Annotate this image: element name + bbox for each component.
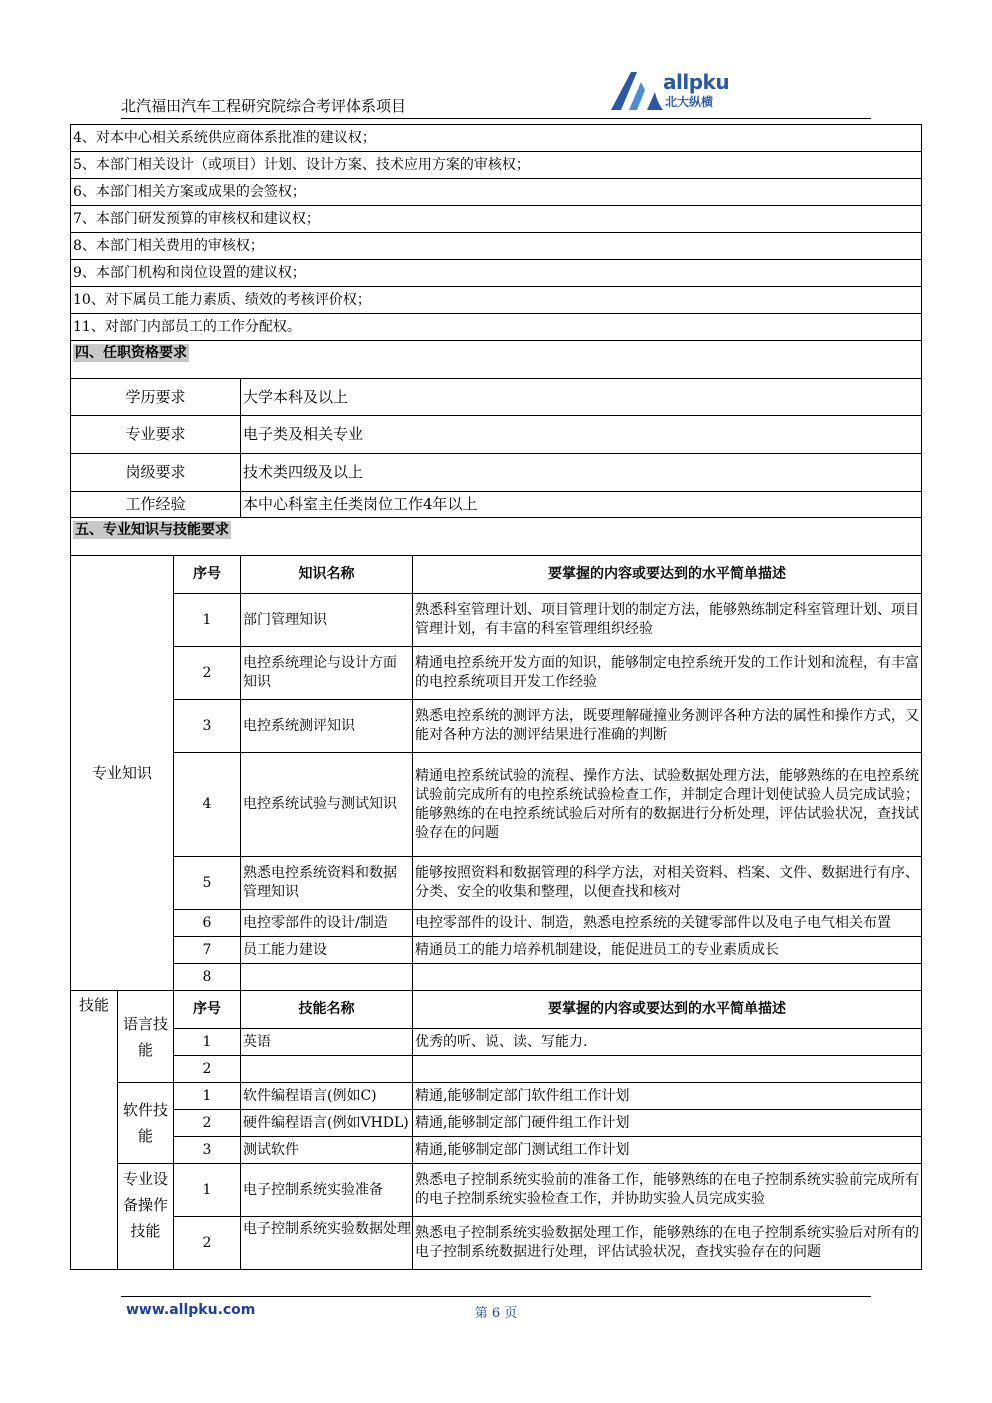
skill-row [71, 1029, 922, 1056]
skill-name [241, 1056, 413, 1083]
skill-row [71, 1083, 922, 1110]
footer-rule [121, 1296, 871, 1297]
skill-no: 1 [174, 1083, 241, 1110]
knowledge-no: 8 [174, 964, 241, 991]
job-description-table [70, 124, 922, 1270]
skills-group-label: 技能 [71, 991, 118, 1270]
knowledge-row [71, 857, 922, 910]
header-skill-name: 技能名称 [241, 991, 413, 1029]
section-title-knowledge: 五、专业知识与技能要求 [75, 522, 229, 538]
knowledge-row [71, 700, 922, 753]
knowledge-row [71, 647, 922, 700]
skill-desc: 优秀的听、说、读、写能力. [413, 1029, 922, 1056]
rights-row [71, 179, 922, 206]
rights-row [71, 260, 922, 287]
skill-desc: 熟悉电子控制系统实验数据处理工作，能够熟练的在电子控制系统实验后对所有的电子控制系统数据进行处理，评估试验状况，查找实验存在的问题 [413, 1217, 922, 1270]
footer-url-link[interactable]: www.allpku.com [126, 1302, 256, 1318]
skill-desc [413, 1056, 922, 1083]
qualification-row [71, 379, 922, 416]
skill-name: 英语 [241, 1029, 413, 1056]
rights-item: 9、本部门机构和岗位设置的建议权； [71, 260, 922, 287]
skill-no: 3 [174, 1137, 241, 1164]
rights-row [71, 314, 922, 341]
knowledge-desc: 精通电控系统试验的流程、操作方法、试验数据处理方法，能够熟练的在电控系统试验前完成所有的电控系统试验检查工作，并制定合理计划使试验人员完成试验；能够熟练的在电控系统试验后对所有的数据进行分析处理，评估试验状况，查找试验存在的问题 [413, 753, 922, 857]
skills-header-row [71, 991, 922, 1029]
skill-subgroup-label: 专业设备操作技能 [118, 1164, 174, 1270]
knowledge-name: 部门管理知识 [241, 594, 413, 647]
knowledge-name: 电控系统理论与设计方面知识 [241, 647, 413, 700]
rights-item: 6、本部门相关方案或成果的会签权； [71, 179, 922, 206]
knowledge-no: 4 [174, 753, 241, 857]
skill-no: 2 [174, 1110, 241, 1137]
skill-row [71, 1056, 922, 1083]
knowledge-desc: 电控零部件的设计、制造，熟悉电控系统的关键零部件以及电子电气相关布置 [413, 910, 922, 937]
skill-row [71, 1217, 922, 1270]
skill-no: 1 [174, 1164, 241, 1217]
knowledge-name: 电控系统测评知识 [241, 700, 413, 753]
skill-row [71, 1110, 922, 1137]
rights-row [71, 206, 922, 233]
qualification-label: 专业要求 [71, 416, 241, 454]
page-number: 第 6 页 [474, 1306, 518, 1321]
header-rule [121, 118, 871, 119]
header-skill-desc: 要掌握的内容或要达到的水平简单描述 [413, 991, 922, 1029]
knowledge-no: 1 [174, 594, 241, 647]
qualification-value: 大学本科及以上 [241, 379, 922, 416]
knowledge-name: 电控系统试验与测试知识 [241, 753, 413, 857]
skill-name: 硬件编程语言(例如VHDL) [241, 1110, 413, 1137]
header-knowledge-name: 知识名称 [241, 556, 413, 594]
knowledge-desc: 熟悉电控系统的测评方法，既要理解碰撞业务测评各种方法的属性和操作方式，又能对各种方法的测评结果进行准确的判断 [413, 700, 922, 753]
header-knowledge-desc: 要掌握的内容或要达到的水平简单描述 [413, 556, 922, 594]
knowledge-desc: 熟悉科室管理计划、项目管理计划的制定方法，能够熟练制定科室管理计划、项目管理计划，有丰富的科室管理组织经验 [413, 594, 922, 647]
skill-desc: 熟悉电子控制系统实验前的准备工作，能够熟练的在电子控制系统实验前完成所有的电子控制系统实验检查工作，并协助实验人员完成实验 [413, 1164, 922, 1217]
skill-no: 2 [174, 1056, 241, 1083]
qualification-row [71, 492, 922, 518]
section-header-row [71, 518, 922, 556]
knowledge-name: 熟悉电控系统资料和数据管理知识 [241, 857, 413, 910]
rights-row [71, 287, 922, 314]
qualification-label: 岗级要求 [71, 454, 241, 492]
qualification-value: 技术类四级及以上 [241, 454, 922, 492]
knowledge-row [71, 594, 922, 647]
rights-item: 7、本部门研发预算的审核权和建议权； [71, 206, 922, 233]
knowledge-no: 2 [174, 647, 241, 700]
knowledge-name [241, 964, 413, 991]
rights-item: 11、对部门内部员工的工作分配权。 [71, 314, 922, 341]
knowledge-no: 5 [174, 857, 241, 910]
knowledge-group-label: 专业知识 [71, 556, 174, 991]
skill-desc: 精通,能够制定部门硬件组工作计划 [413, 1110, 922, 1137]
skill-subgroup-label: 软件技能 [118, 1083, 174, 1164]
knowledge-name: 员工能力建设 [241, 937, 413, 964]
qualification-row [71, 454, 922, 492]
knowledge-header-row [71, 556, 922, 594]
skill-name: 电子控制系统实验数据处理 [241, 1217, 413, 1270]
rights-item: 8、本部门相关费用的审核权； [71, 233, 922, 260]
skill-subgroup-label: 语言技能 [118, 991, 174, 1083]
skill-name: 软件编程语言(例如C) [241, 1083, 413, 1110]
allpku-logo [607, 68, 732, 113]
header-no: 序号 [174, 991, 241, 1029]
qualification-value: 电子类及相关专业 [241, 416, 922, 454]
knowledge-desc: 精通电控系统开发方面的知识，能够制定电控系统开发的工作计划和流程，有丰富的电控系统项目开发工作经验 [413, 647, 922, 700]
skill-desc: 精通,能够制定部门软件组工作计划 [413, 1083, 922, 1110]
knowledge-row [71, 937, 922, 964]
knowledge-desc [413, 964, 922, 991]
rights-item: 4、对本中心相关系统供应商体系批准的建议权； [71, 125, 922, 152]
knowledge-name: 电控零部件的设计/制造 [241, 910, 413, 937]
section-title-qualification: 四、任职资格要求 [75, 345, 187, 361]
knowledge-row [71, 910, 922, 937]
knowledge-desc: 能够按照资料和数据管理的科学方法，对相关资料、档案、文件、数据进行有序、分类、安全的收集和整理，以便查找和核对 [413, 857, 922, 910]
logo-text-cn: 北大纵横 [665, 95, 714, 109]
qualification-label: 学历要求 [71, 379, 241, 416]
knowledge-desc: 精通员工的能力培养机制建设，能促进员工的专业素质成长 [413, 937, 922, 964]
skill-name: 电子控制系统实验准备 [241, 1164, 413, 1217]
skill-no: 2 [174, 1217, 241, 1270]
skill-row [71, 1164, 922, 1217]
rights-item: 5、本部门相关设计（或项目）计划、设计方案、技术应用方案的审核权； [71, 152, 922, 179]
rights-row [71, 152, 922, 179]
qualification-row [71, 416, 922, 454]
skill-no: 1 [174, 1029, 241, 1056]
section-header-row [71, 341, 922, 379]
skill-row [71, 1137, 922, 1164]
qualification-value: 本中心科室主任类岗位工作4年以上 [241, 492, 922, 518]
skill-desc: 精通,能够制定部门测试组工作计划 [413, 1137, 922, 1164]
knowledge-row [71, 753, 922, 857]
logo-text-en: allpku [663, 70, 730, 94]
knowledge-no: 3 [174, 700, 241, 753]
rights-row [71, 233, 922, 260]
document-title: 北汽福田汽车工程研究院综合考评体系项目 [121, 97, 407, 115]
knowledge-no: 6 [174, 910, 241, 937]
header-no: 序号 [174, 556, 241, 594]
knowledge-row [71, 964, 922, 991]
rights-item: 10、对下属员工能力素质、绩效的考核评价权； [71, 287, 922, 314]
knowledge-no: 7 [174, 937, 241, 964]
rights-row [71, 125, 922, 152]
skill-name: 测试软件 [241, 1137, 413, 1164]
logo-mark-icon [607, 68, 667, 113]
qualification-label: 工作经验 [71, 492, 241, 518]
